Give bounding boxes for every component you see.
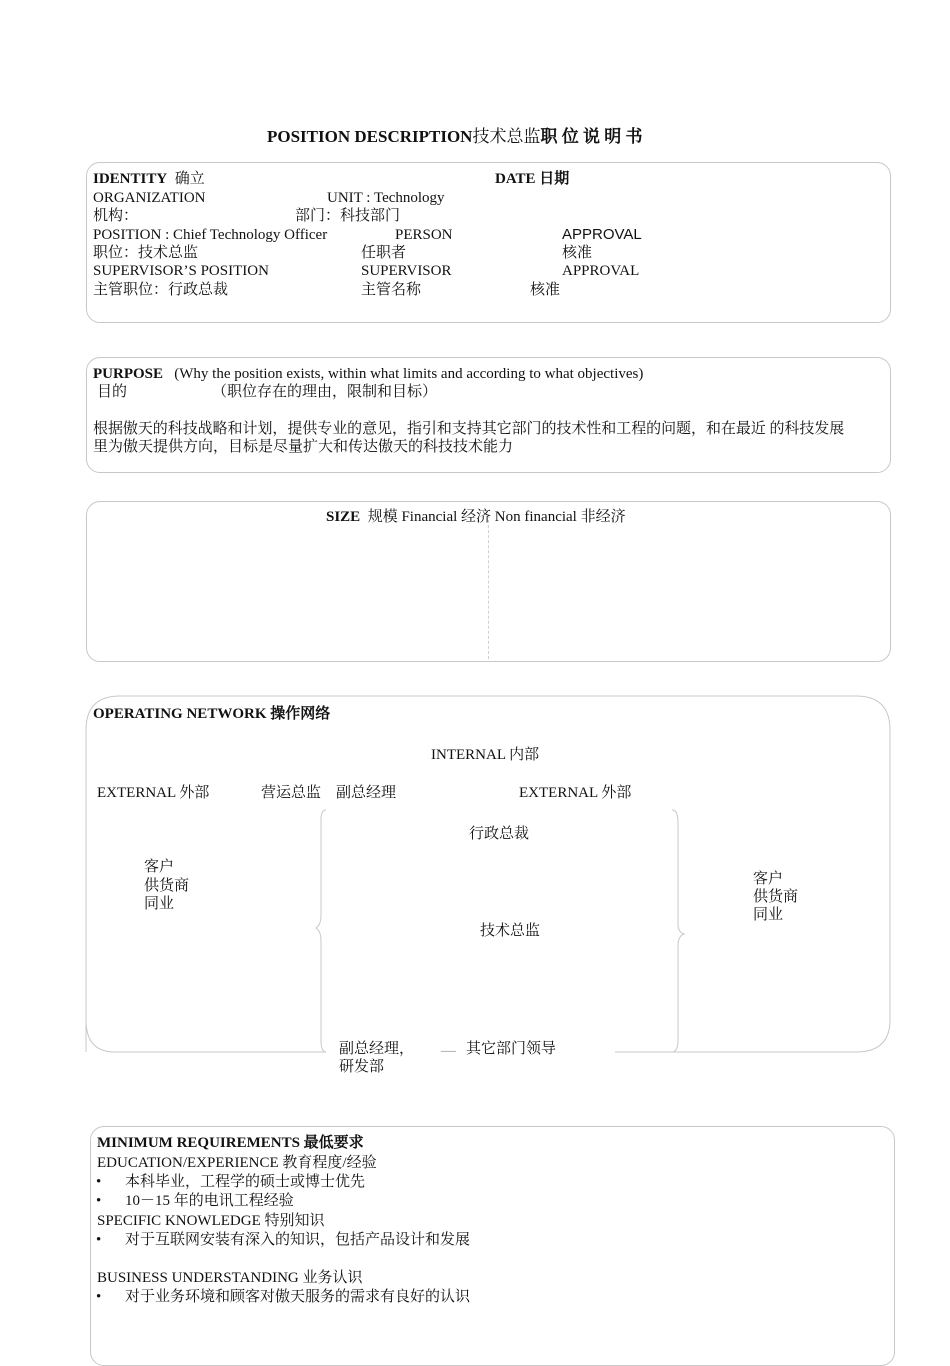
unit-label-cn: 部门：科技部门 [295, 208, 401, 224]
supervisor-position-label: SUPERVISOR’S POSITION [93, 263, 269, 279]
requirements-heading: MINIMUM REQUIREMENTS 最低要求 [97, 1135, 364, 1151]
network-dash: — [441, 1043, 456, 1059]
date-label: DATE 日期 [495, 171, 570, 187]
right-brace [672, 810, 684, 1052]
education-item: • 本科毕业，工程学的硕士或博士优先 [125, 1173, 365, 1191]
network-vp: 副总经理 [336, 785, 397, 801]
network-internal: INTERNAL 内部 [431, 747, 540, 763]
network-other-leaders: 其它部门领导 [466, 1041, 557, 1057]
network-ceo: 行政总裁 [469, 826, 530, 842]
supervisor-position-label-cn: 主管职位：行政总裁 [93, 282, 229, 298]
unit-label: UNIT : Technology [327, 190, 445, 206]
position-label-cn: 职位：技术总监 [93, 245, 199, 261]
network-left-item: 客户 [144, 859, 175, 875]
identity-heading-cn: 确立 [174, 171, 205, 187]
business-heading: BUSINESS UNDERSTANDING 业务认识 [97, 1270, 363, 1286]
purpose-heading-en: PURPOSE [93, 366, 164, 382]
purpose-heading-note-cn: （职位存在的理由，限制和目标） [212, 384, 438, 400]
education-item: • 10－15 年的电讯工程经验 [125, 1192, 294, 1210]
network-right-item: 供货商 [753, 889, 799, 905]
education-heading: EDUCATION/EXPERIENCE 教育程度/经验 [97, 1155, 377, 1171]
size-financial: Financial 经济 [401, 509, 492, 525]
purpose-heading [93, 365, 643, 383]
network-heading: OPERATING NETWORK 操作网络 [93, 706, 331, 722]
network-coo: 营运总监 [261, 785, 322, 801]
network-left-item: 供货商 [144, 878, 190, 894]
organization-label-cn: 机构： [93, 208, 139, 224]
business-item: • 对于业务环境和顾客对傲天服务的需求有良好的认识 [125, 1288, 470, 1306]
approval-label: APPROVAL [562, 226, 642, 243]
purpose-text-line2: 里为傲天提供方向，目标是尽量扩大和传达傲天的科技技术能力 [93, 439, 514, 455]
network-right-item: 客户 [753, 871, 784, 887]
network-vp-rd-line1: 副总经理， [339, 1041, 415, 1057]
network-external-left: EXTERNAL 外部 [97, 785, 210, 801]
purpose-heading-note: (Why the position exists, within what limits and according to what objectives) [174, 366, 644, 382]
network-right-item: 同业 [753, 907, 784, 923]
title-cn-b: 职 位 说 明 书 [540, 127, 643, 146]
title-cn-a: 技术总监 [472, 127, 541, 146]
purpose-text-line1: 根据傲天的科技战略和计划，提供专业的意见，指引和支持其它部门的技术性和工程的问题，和在最近 的科技发展 [93, 421, 845, 437]
size-divider [488, 515, 489, 659]
purpose-heading-cn: 目的 [97, 384, 128, 400]
supervisor-label: SUPERVISOR [361, 263, 452, 279]
person-label-cn: 任职者 [361, 245, 407, 261]
network-cto: 技术总监 [480, 923, 541, 939]
approval2-label-cn: 核准 [530, 282, 561, 298]
approval2-label: APPROVAL [562, 263, 640, 279]
network-left-item: 同业 [144, 896, 175, 912]
person-label: PERSON [395, 227, 453, 243]
knowledge-heading: SPECIFIC KNOWLEDGE 特别知识 [97, 1213, 325, 1229]
title-en: POSITION DESCRIPTION [267, 127, 473, 146]
size-heading-cn: 规模 [367, 509, 398, 525]
knowledge-item: • 对于互联网安装有深入的知识，包括产品设计和发展 [125, 1231, 470, 1249]
supervisor-label-cn: 主管名称 [361, 282, 422, 298]
position-label: POSITION : Chief Technology Officer [93, 227, 328, 243]
left-brace [316, 810, 326, 1052]
size-non-financial: Non financial 非经济 [494, 509, 626, 525]
identity-heading-en: IDENTITY [93, 171, 168, 187]
organization-label: ORGANIZATION [93, 190, 206, 206]
network-vp-rd-line2: 研发部 [339, 1059, 385, 1075]
size-heading-en: SIZE [326, 509, 361, 525]
identity-heading [93, 170, 205, 188]
size-heading [326, 508, 626, 526]
approval-label-cn: 核准 [562, 245, 593, 261]
network-external-right: EXTERNAL 外部 [519, 785, 632, 801]
page-title [267, 128, 642, 146]
